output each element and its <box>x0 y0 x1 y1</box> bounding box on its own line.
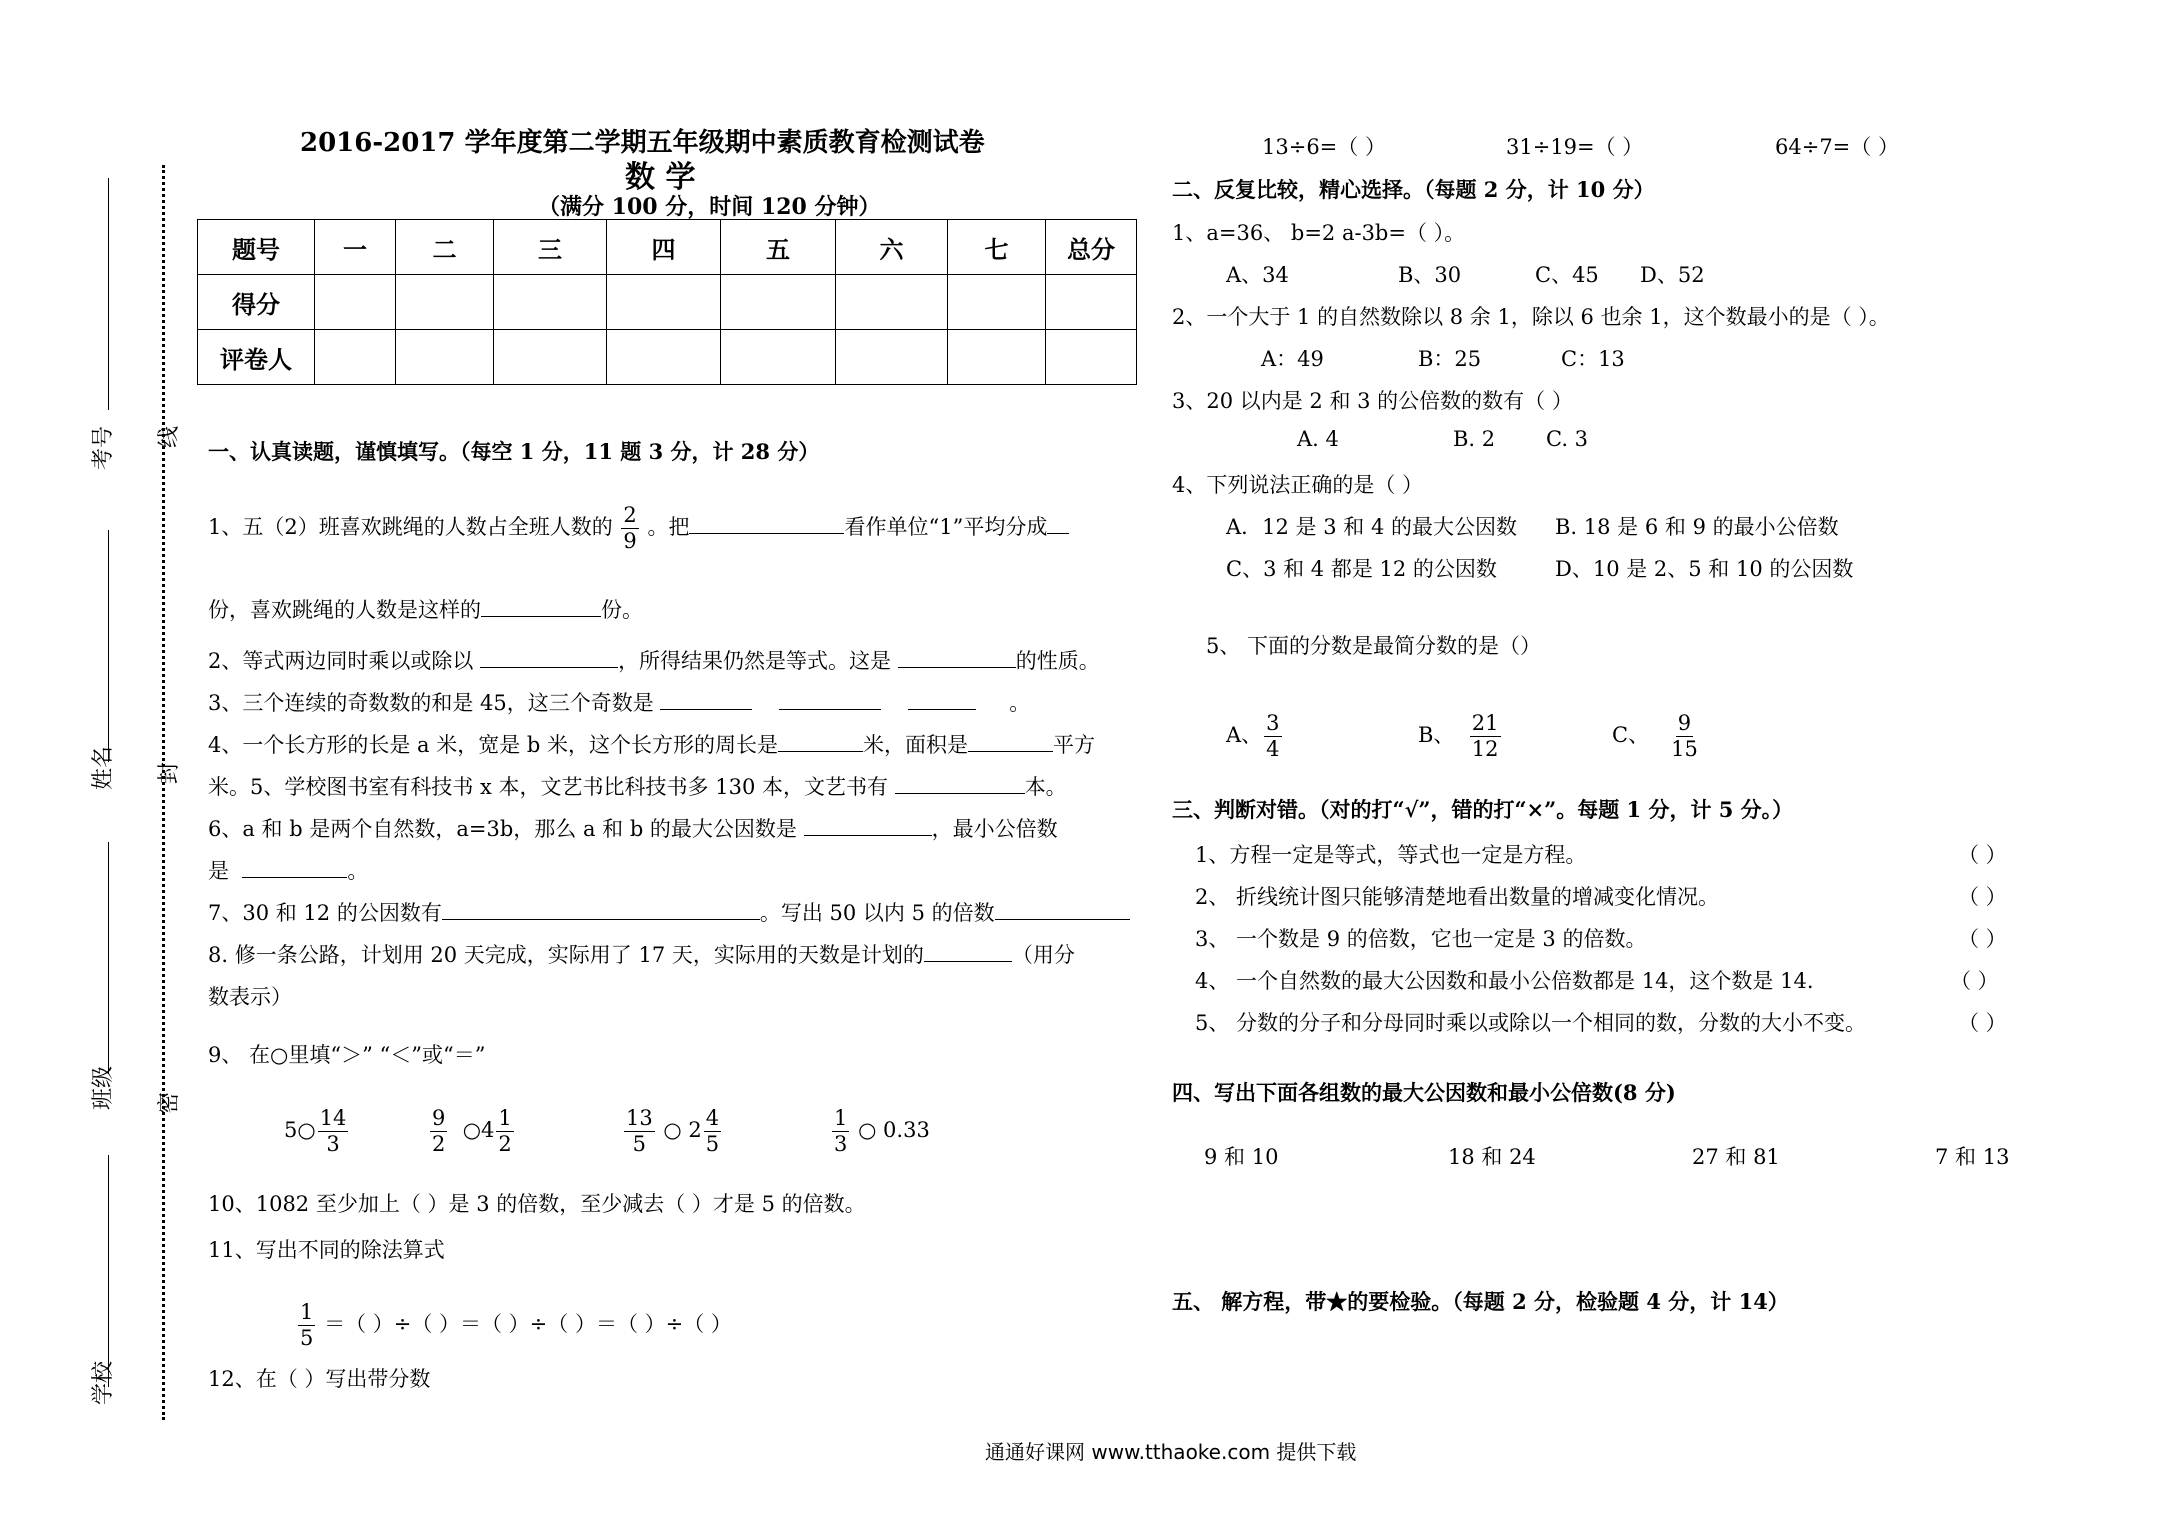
table-header-cell: 三 <box>494 220 607 275</box>
exam-subject: 数 学 <box>625 160 696 195</box>
table-header-cell: 总分 <box>1046 220 1137 275</box>
score-cell[interactable] <box>494 275 607 330</box>
number-pair: 9 和 10 <box>1204 1145 1279 1169</box>
option[interactable]: C、 $\frac{9}{15}$ <box>1612 711 1698 761</box>
question-8-line2: 数表示） <box>208 985 292 1009</box>
choice-question-1: 1、a=36、 b=2 a-3b=（ ）。 <box>1172 221 1466 245</box>
seal-mark-line: 线 <box>157 425 182 448</box>
table-header-cell: 二 <box>396 220 494 275</box>
score-cell[interactable] <box>315 330 396 385</box>
option[interactable]: C、45 <box>1535 263 1599 287</box>
answer-blank[interactable] <box>924 939 1012 962</box>
option[interactable]: A. 4 <box>1297 427 1339 451</box>
choice-question-2: 2、一个大于 1 的自然数除以 8 余 1，除以 6 也余 1，这个数最小的是（ ）。 <box>1172 305 1890 329</box>
option[interactable]: B、30 <box>1398 263 1462 287</box>
binding-line-3 <box>108 842 109 1074</box>
answer-blank[interactable] <box>804 813 932 836</box>
option[interactable]: B. 18 是 6 和 9 的最小公倍数 <box>1555 515 1839 539</box>
score-cell[interactable] <box>721 275 836 330</box>
judge-item-1: 1、方程一定是等式，等式也一定是方程。 <box>1195 843 1587 867</box>
option[interactable]: D、10 是 2、5 和 10 的公因数 <box>1555 557 1854 581</box>
question-9: 9、 在○里填“＞” “＜”或“＝” <box>208 1043 486 1067</box>
question-2: 2、等式两边同时乘以或除以 ，所得结果仍然是等式。这是 的性质。 <box>208 645 1100 675</box>
score-cell[interactable] <box>494 330 607 385</box>
score-cell[interactable] <box>1046 275 1137 330</box>
section2-title: 二、反复比较，精心选择。（每题 2 分，计 10 分） <box>1172 177 1655 202</box>
binding-line-2 <box>108 530 109 762</box>
compare-item-d: $\frac{1}{3}$ ○ 0.33 <box>834 1106 930 1156</box>
division-item: 31÷19=（ ） <box>1506 135 1644 159</box>
seal-mark-seal: 封 <box>157 761 182 784</box>
compare-item-a: 5○ $\frac{14}{3}$ <box>284 1106 347 1156</box>
section3-title: 三、判断对错。（对的打“√”，错的打“×”。每题 1 分，计 5 分。） <box>1172 797 1794 822</box>
question-12: 12、在（ ）写出带分数 <box>208 1367 431 1391</box>
answer-blank[interactable] <box>442 897 760 920</box>
judge-item-2: 2、 折线统计图只能够清楚地看出数量的增减变化情况。 <box>1195 885 1720 909</box>
score-cell[interactable] <box>948 330 1046 385</box>
number-pair: 27 和 81 <box>1692 1145 1780 1169</box>
label-exam-number: 考号 <box>91 425 116 470</box>
table-row <box>198 275 1137 330</box>
answer-blank[interactable] <box>1047 511 1069 534</box>
table-header-cell: 五 <box>721 220 836 275</box>
answer-blank[interactable] <box>779 687 881 710</box>
seal-mark-secret: 密 <box>157 1091 182 1114</box>
option[interactable]: C：13 <box>1561 347 1625 371</box>
score-table <box>197 219 1137 385</box>
table-row <box>198 220 1137 275</box>
score-cell[interactable] <box>836 275 948 330</box>
question-11: 11、写出不同的除法算式 <box>208 1238 445 1262</box>
answer-blank[interactable] <box>995 897 1130 920</box>
answer-blank[interactable] <box>968 729 1053 752</box>
binding-line-1 <box>108 178 109 410</box>
question-6-line1: 6、a 和 b 是两个自然数，a=3b，那么 a 和 b 的最大公因数是 ，最小公倍数 <box>208 813 1058 843</box>
question-1-line2: 份，喜欢跳绳的人数是这样的 份。 <box>208 594 643 624</box>
option[interactable]: D、52 <box>1640 263 1705 287</box>
judge-item-4: 4、 一个自然数的最大公因数和最小公倍数都是 14，这个数是 14. <box>1195 969 1814 993</box>
answer-blank[interactable] <box>908 687 976 710</box>
option[interactable]: A、 $\frac{3}{4}$ <box>1226 711 1280 761</box>
answer-bracket[interactable]: （ ） <box>1958 885 2007 909</box>
question-8-line1: 8. 修一条公路，计划用 20 天完成，实际用了 17 天，实际用的天数是计划的 （用分 <box>208 939 1075 969</box>
option[interactable]: A：49 <box>1261 347 1324 371</box>
choice-question-3: 3、20 以内是 2 和 3 的公倍数的数有（ ） <box>1172 389 1573 413</box>
score-cell[interactable] <box>315 275 396 330</box>
answer-blank[interactable] <box>481 594 601 617</box>
answer-blank[interactable] <box>242 855 347 878</box>
binding-line-4 <box>108 1155 109 1387</box>
option[interactable]: C. 3 <box>1546 427 1589 451</box>
table-header-cell: 题号 <box>198 220 315 275</box>
score-cell[interactable] <box>396 330 494 385</box>
score-cell[interactable] <box>1046 330 1137 385</box>
answer-blank[interactable] <box>660 687 752 710</box>
exam-note: （满分 100 分，时间 120 分钟） <box>538 194 881 220</box>
option[interactable]: A、34 <box>1226 263 1289 287</box>
table-header-cell: 一 <box>315 220 396 275</box>
question-3: 3、三个连续的奇数数的和是 45，这三个奇数是 。 <box>208 687 1030 717</box>
question-11-expression: $\frac{1}{5}$ ＝（ ）÷（ ）＝（ ）÷（ ）＝（ ）÷（ ） <box>300 1300 732 1350</box>
table-header-cell: 得分 <box>198 275 315 330</box>
division-item: 13÷6=（ ） <box>1262 135 1386 159</box>
compare-item-c: $\frac{13}{5}$ ○ 2 $\frac{4}{5}$ <box>626 1106 720 1156</box>
question-4-line2: 米。5、学校图书室有科技书 x 本，文艺书比科技书多 130 本，文艺书有 本。 <box>208 771 1067 801</box>
section4-title: 四、写出下面各组数的最大公因数和最小公倍数(8 分) <box>1172 1080 1676 1105</box>
score-cell[interactable] <box>836 330 948 385</box>
answer-blank[interactable] <box>898 645 1016 668</box>
option[interactable]: B、 $\frac{21}{12}$ <box>1418 711 1499 761</box>
choice-question-4: 4、下列说法正确的是（ ） <box>1172 473 1424 497</box>
question-1-line1: 1、五（2）班喜欢跳绳的人数占全班人数的 $\frac{2}{9}$ 。把 看作单位“1”平均分成 <box>208 505 1069 552</box>
score-cell[interactable] <box>396 275 494 330</box>
table-header-cell: 评卷人 <box>198 330 315 385</box>
option[interactable]: B：25 <box>1418 347 1482 371</box>
question-7: 7、30 和 12 的公因数有 。写出 50 以内 5 的倍数 <box>208 897 1130 927</box>
fraction: $\frac{2}{9}$ <box>623 503 637 553</box>
label-school: 学校 <box>91 1360 116 1405</box>
score-cell[interactable] <box>948 275 1046 330</box>
question-6-line2: 是 。 <box>208 855 368 885</box>
question-4-line1: 4、一个长方形的长是 a 米，宽是 b 米，这个长方形的周长是 米，面积是 平方 <box>208 729 1095 759</box>
answer-bracket[interactable]: （ ） <box>1958 843 2007 867</box>
answer-bracket[interactable]: （ ） <box>1958 1011 2007 1035</box>
table-header-cell: 四 <box>607 220 721 275</box>
answer-bracket[interactable]: （ ） <box>1958 927 2007 951</box>
judge-item-3: 3、 一个数是 9 的倍数，它也一定是 3 的倍数。 <box>1195 927 1647 951</box>
section5-title: 五、 解方程，带★的要检验。（每题 2 分，检验题 4 分，计 14） <box>1172 1289 1789 1314</box>
answer-blank[interactable] <box>689 511 844 534</box>
question-10: 10、1082 至少加上（ ）是 3 的倍数，至少减去（ ）才是 5 的倍数。 <box>208 1192 866 1216</box>
division-item: 64÷7=（ ） <box>1775 135 1899 159</box>
number-pair: 18 和 24 <box>1448 1145 1536 1169</box>
number-pair: 7 和 13 <box>1935 1145 2010 1169</box>
footer-credit: 通通好课网 www.tthaoke.com 提供下载 <box>985 1440 1357 1464</box>
answer-blank[interactable] <box>480 645 618 668</box>
label-name: 姓名 <box>91 745 116 790</box>
seal-dotted-line <box>162 165 165 1420</box>
exam-title: 2016-2017 学年度第二学期五年级期中素质教育检测试卷 <box>300 128 985 158</box>
table-header-cell: 六 <box>836 220 948 275</box>
judge-item-5: 5、 分数的分子和分母同时乘以或除以一个相同的数，分数的大小不变。 <box>1195 1011 1867 1035</box>
answer-blank[interactable] <box>895 771 1025 794</box>
compare-item-b: $\frac{9}{2}$ ○4 $\frac{1}{2}$ <box>432 1106 512 1156</box>
answer-blank[interactable] <box>778 729 863 752</box>
table-row <box>198 330 1137 385</box>
score-cell[interactable] <box>721 330 836 385</box>
option[interactable]: C、3 和 4 都是 12 的公因数 <box>1226 557 1497 581</box>
table-header-cell: 七 <box>948 220 1046 275</box>
score-cell[interactable] <box>607 275 721 330</box>
score-cell[interactable] <box>607 330 721 385</box>
option[interactable]: B. 2 <box>1453 427 1496 451</box>
section1-title: 一、认真读题，谨慎填写。（每空 1 分，11 题 3 分，计 28 分） <box>208 439 820 464</box>
label-class: 班级 <box>91 1065 116 1110</box>
option[interactable]: A．12 是 3 和 4 的最大公因数 <box>1226 515 1517 539</box>
choice-question-5: 5、 下面的分数是最简分数的是（） <box>1206 634 1542 658</box>
answer-bracket[interactable]: （ ） <box>1950 969 1999 993</box>
